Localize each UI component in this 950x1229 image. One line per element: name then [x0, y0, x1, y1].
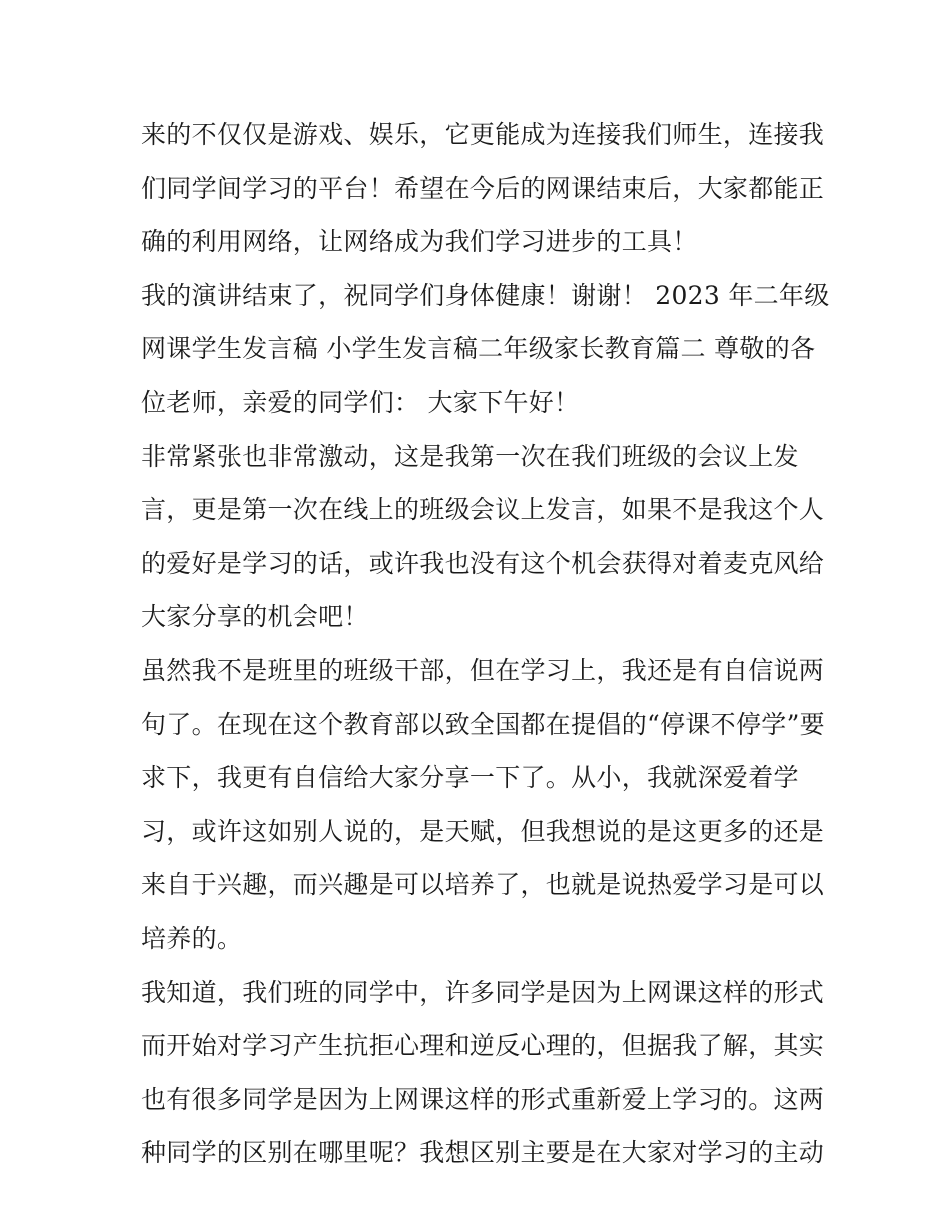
body-text: [141, 108, 830, 1180]
text-line: 的爱好是学习的话，或许我也没有这个机会获得对着麦克风给: [141, 548, 825, 578]
text-line: 而开始对学习产生抗拒心理和逆反心理的，但据我了解，其实: [141, 1031, 825, 1061]
text-line: 大家分享的机会吧！: [141, 602, 369, 632]
text-line: 们同学间学习的平台！希望在今后的网课结束后，大家都能正: [141, 173, 825, 203]
text-line: 来的不仅仅是游戏、娱乐，它更能成为连接我们师生，连接我: [141, 120, 825, 149]
text-line: 培养的。: [141, 923, 243, 953]
text-line: 我的演讲结束了，祝同学们身体健康！谢谢！ 2023 年二年级: [141, 280, 830, 310]
text-line: 也有很多同学是因为上网课这样的形式重新爱上学习的。这两: [141, 1084, 825, 1114]
text-line: 我知道，我们班的同学中，许多同学是因为上网课这样的形式: [141, 977, 825, 1007]
text-line: 种同学的区别在哪里呢？我想区别主要是在大家对学习的主动: [141, 1138, 825, 1168]
text-line: 位老师，亲爱的同学们： 大家下午好！: [141, 387, 580, 417]
text-line: 来自于兴趣，而兴趣是可以培养了，也就是说热爱学习是可以: [141, 870, 825, 900]
text-line: 虽然我不是班里的班级干部，但在学习上，我还是有自信说两: [141, 655, 825, 685]
text-line: 网课学生发言稿 小学生发言稿二年级家长教育篇二 尊敬的各: [141, 334, 816, 364]
text-line: 确的利用网络，让网络成为我们学习进步的工具！: [141, 227, 698, 257]
text-line: 求下，我更有自信给大家分享一下了。从小，我就深爱着学: [141, 763, 799, 793]
text-line: 习，或许这如别人说的，是天赋，但我想说的是这更多的还是: [141, 816, 825, 846]
text-line: 言，更是第一次在线上的班级会议上发言，如果不是我这个人: [141, 495, 825, 525]
text-line: 句了。在现在这个教育部以致全国都在提倡的“停课不停学”要: [141, 709, 825, 739]
text-line: 非常紧张也非常激动，这是我第一次在我们班级的会议上发: [141, 441, 799, 471]
